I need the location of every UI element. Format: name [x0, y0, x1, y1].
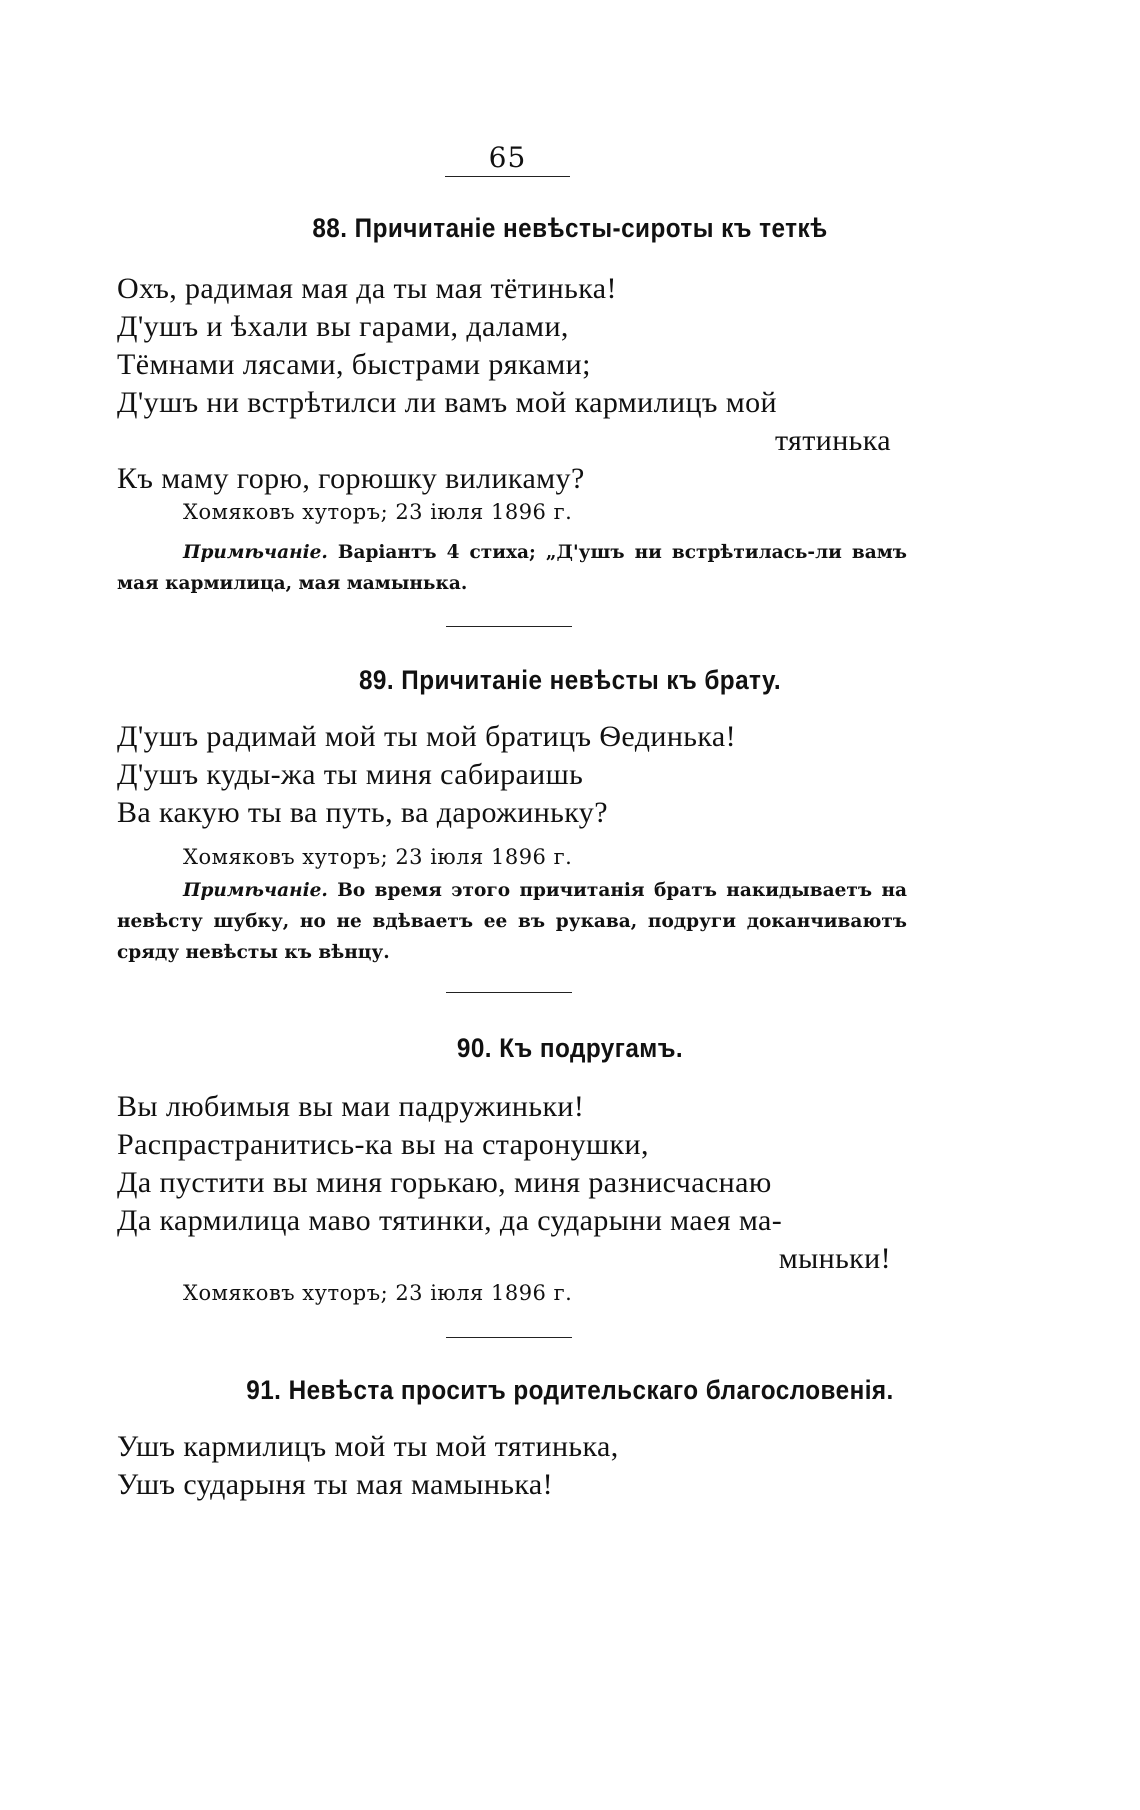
verse-line: Да пустити вы миня горькаю, миня разнисчаснаю — [117, 1166, 772, 1199]
verse-line: Д'ушъ ни встрѣтилси ли вамъ мой кармилицъ мой — [117, 386, 777, 419]
verse-line: Вы любимыя вы маи падружиньки! — [117, 1090, 585, 1123]
note-label: Примѣчаніе. — [183, 542, 328, 563]
section-90-source: Хомяковъ хуторъ; 23 іюля 1896 г. — [183, 1281, 573, 1305]
verse-line: Да кармилица маво тятинки, да сударыни маея ма- — [117, 1204, 783, 1237]
note-text: Во время этого причитанія братъ накидываетъ на невѣсту шубку, но не вдѣваетъ ее въ рукава, подруги доканчиваютъ сряду невѣсты къ вѣнцу. — [117, 880, 907, 963]
section-divider — [446, 992, 572, 993]
verse-line: Ва какую ты ва путь, ва дарожиньку? — [117, 796, 608, 829]
section-91-verse — [117, 1428, 907, 1504]
note-label: Примѣчаніе. — [183, 880, 328, 901]
section-88-heading: 88. Причитаніе невѣсты-сироты къ теткѣ — [312, 213, 828, 243]
section-89-note — [117, 875, 907, 968]
section-90-heading: 90. Къ подругамъ. — [456, 1033, 684, 1063]
verse-line: Д'ушъ радимай мой ты мой братицъ Ѳединька! — [117, 720, 737, 753]
verse-line: Распрастранитись-ка вы на старонушки, — [117, 1128, 649, 1161]
section-divider — [446, 626, 572, 627]
section-88-note — [117, 537, 907, 599]
section-88-verse — [117, 270, 907, 498]
verse-line: Тёмнами лясами, быстрами ряками; — [117, 348, 591, 381]
section-divider — [446, 1337, 572, 1338]
page-number: 65 — [445, 140, 570, 177]
verse-line: Д'ушъ куды-жа ты миня сабираишь — [117, 758, 584, 791]
section-90-verse — [117, 1088, 907, 1278]
verse-line: Охъ, радимая мая да ты мая тётинька! — [117, 272, 617, 305]
section-91-heading: 91. Невѣста проситъ родительскаго благословенія. — [246, 1375, 894, 1405]
verse-line: Ушъ сударыня ты мая мамынька! — [117, 1468, 553, 1501]
section-88-source: Хомяковъ хуторъ; 23 іюля 1896 г. — [183, 500, 573, 524]
section-89-verse — [117, 718, 907, 832]
note-text: Варіантъ 4 стиха; „Д'ушъ ни встрѣтилась-ли вамъ мая кармилица, мая мамынька. — [117, 542, 907, 594]
verse-line-continuation: тятинька — [774, 424, 891, 457]
section-89-heading: 89. Причитаніе невѣсты къ брату. — [358, 665, 782, 695]
section-89-source: Хомяковъ хуторъ; 23 іюля 1896 г. — [183, 845, 573, 869]
verse-line: Ушъ кармилицъ мой ты мой тятинька, — [117, 1430, 619, 1463]
verse-line: Къ маму горю, горюшку виликаму? — [117, 462, 585, 495]
verse-line: Д'ушъ и ѣхали вы гарами, далами, — [117, 310, 569, 343]
verse-line-continuation: мыньки! — [778, 1242, 891, 1275]
